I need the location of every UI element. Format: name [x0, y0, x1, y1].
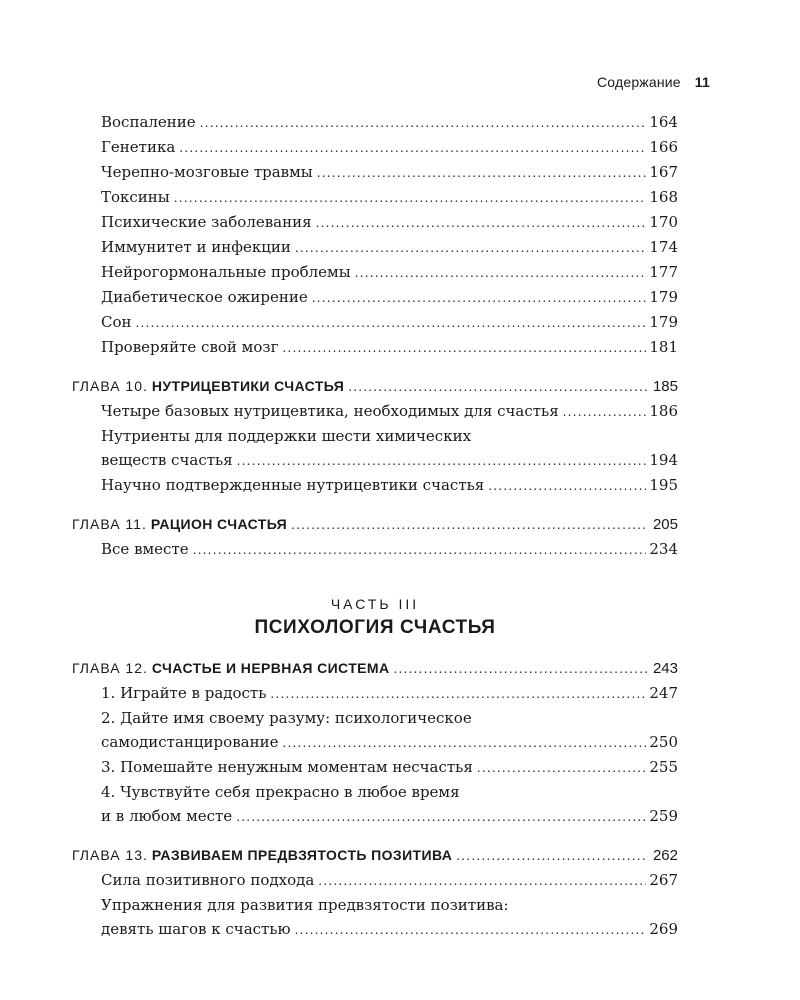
- toc-entry[interactable]: [72, 473, 678, 498]
- toc-entry-title: Сон: [101, 313, 132, 331]
- toc-entry-title: Иммунитет и инфекции: [101, 238, 291, 256]
- leader-dots: [236, 805, 646, 829]
- toc-entry-title: Психические заболевания: [101, 213, 312, 231]
- toc-entry-page: 234: [649, 540, 678, 558]
- toc-entry-page: 247: [649, 684, 678, 702]
- chapter-title: РАЦИОН СЧАСТЬЯ: [150, 516, 288, 532]
- toc-entry[interactable]: [72, 681, 678, 706]
- toc-entry[interactable]: [72, 893, 678, 942]
- toc-entry-page: 259: [649, 807, 678, 825]
- toc-entry-page: 170: [649, 213, 678, 231]
- leader-dots: [291, 513, 647, 537]
- leader-dots: [179, 136, 646, 160]
- toc-entry-title: Проверяйте свой мозг: [101, 338, 279, 356]
- toc-entry[interactable]: [72, 399, 678, 424]
- leader-dots: [237, 449, 647, 473]
- part-label: ЧАСТЬ III: [330, 596, 420, 612]
- toc-entry[interactable]: [72, 706, 678, 755]
- toc-entry[interactable]: [72, 424, 678, 473]
- toc-entry[interactable]: [72, 160, 678, 185]
- toc-entry-title: Черепно-мозговые травмы: [101, 163, 313, 181]
- toc-entry-page: 179: [649, 288, 678, 306]
- toc-entry-page: 194: [649, 451, 678, 469]
- leader-dots: [477, 756, 647, 780]
- toc-entry-title-line: и в любом месте: [101, 807, 233, 825]
- toc-entry-title: Все вместе: [101, 540, 189, 558]
- toc-entry[interactable]: [72, 135, 678, 160]
- leader-dots: [312, 286, 647, 310]
- chapter-label: ГЛАВА 13.: [72, 847, 148, 863]
- toc-entry-page: 250: [649, 733, 678, 751]
- leader-dots: [174, 186, 647, 210]
- leader-dots: [282, 336, 646, 360]
- leader-dots: [295, 236, 646, 260]
- toc-entry[interactable]: [72, 235, 678, 260]
- toc-entry-page: 167: [649, 163, 678, 181]
- chapter-label: ГЛАВА 10.: [72, 378, 148, 394]
- toc-entry[interactable]: [72, 310, 678, 335]
- leader-dots: [456, 844, 647, 868]
- leader-dots: [348, 375, 647, 399]
- toc-entry[interactable]: [72, 260, 678, 285]
- chapter-label: ГЛАВА 11.: [72, 516, 147, 532]
- leader-dots: [282, 731, 646, 755]
- chapter-title: СЧАСТЬЕ И НЕРВНАЯ СИСТЕМА: [151, 660, 390, 676]
- toc-entry-title: Токсины: [101, 188, 170, 206]
- toc-entry-title-line: Упражнения для развития предвзятости позитива:: [101, 896, 509, 914]
- table-of-contents: [72, 110, 678, 942]
- toc-entry-page: 177: [649, 263, 678, 281]
- toc-entry-page: 179: [649, 313, 678, 331]
- toc-entry-title: Научно подтвержденные нутрицевтики счастья: [101, 476, 485, 494]
- toc-chapter-11[interactable]: [72, 512, 678, 537]
- page-number: 11: [694, 74, 710, 90]
- leader-dots: [136, 311, 647, 335]
- running-head-section: Содержание: [596, 74, 681, 90]
- chapter-page: 205: [652, 516, 678, 533]
- part-title: ПСИХОЛОГИЯ СЧАСТЬЯ: [254, 617, 496, 638]
- running-head: [597, 74, 710, 90]
- toc-entry-title-line: 2. Дайте имя своему разуму: психологическое: [101, 709, 472, 727]
- toc-entry[interactable]: [72, 185, 678, 210]
- leader-dots: [200, 111, 647, 135]
- toc-entry-page: 174: [649, 238, 678, 256]
- leader-dots: [318, 869, 646, 893]
- leader-dots: [295, 918, 647, 942]
- leader-dots: [270, 682, 646, 706]
- toc-entry[interactable]: [72, 868, 678, 893]
- toc-chapter-13[interactable]: [72, 843, 678, 868]
- leader-dots: [317, 161, 647, 185]
- toc-entry-page: 255: [649, 758, 678, 776]
- toc-entry-title-line: Нутриенты для поддержки шести химических: [101, 427, 472, 445]
- chapter-label: ГЛАВА 12.: [72, 660, 148, 676]
- toc-entry-title-line: 4. Чувствуйте себя прекрасно в любое время: [101, 783, 460, 801]
- toc-entry-page: 195: [649, 476, 678, 494]
- toc-entry-page: 186: [649, 402, 678, 420]
- toc-entry-page: 166: [649, 138, 678, 156]
- toc-entry-title: Нейрогормональные проблемы: [101, 263, 351, 281]
- leader-dots: [393, 657, 646, 681]
- leader-dots: [563, 400, 647, 424]
- toc-entry[interactable]: [72, 537, 678, 562]
- toc-entry-title: 3. Помешайте ненужным моментам несчастья: [101, 758, 473, 776]
- toc-entry-title-line: самодистанцирование: [101, 733, 279, 751]
- toc-entry-page: 164: [649, 113, 678, 131]
- toc-entry-title: Диабетическое ожирение: [101, 288, 308, 306]
- leader-dots: [355, 261, 647, 285]
- toc-entry-title: Воспаление: [101, 113, 196, 131]
- toc-entry[interactable]: [72, 780, 678, 829]
- toc-entry[interactable]: [72, 285, 678, 310]
- toc-entry-title: 1. Играйте в радость: [101, 684, 267, 702]
- toc-entry-title: Сила позитивного подхода: [101, 871, 315, 889]
- leader-dots: [316, 211, 647, 235]
- leader-dots: [193, 538, 647, 562]
- chapter-title: РАЗВИВАЕМ ПРЕДВЗЯТОСТЬ ПОЗИТИВА: [151, 847, 453, 863]
- part-heading: [72, 594, 678, 642]
- toc-entry[interactable]: [72, 335, 678, 360]
- chapter-page: 243: [652, 660, 678, 677]
- toc-entry-page: 181: [649, 338, 678, 356]
- toc-chapter-12[interactable]: [72, 656, 678, 681]
- toc-entry-title-line: веществ счастья: [101, 451, 233, 469]
- toc-chapter-10[interactable]: [72, 374, 678, 399]
- toc-entry-title-line: девять шагов к счастью: [101, 920, 291, 938]
- toc-entry-page: 267: [649, 871, 678, 889]
- toc-entry[interactable]: [72, 110, 678, 135]
- toc-entry-page: 168: [649, 188, 678, 206]
- toc-entry-title: Генетика: [101, 138, 176, 156]
- chapter-page: 262: [652, 847, 678, 864]
- toc-entry-title: Четыре базовых нутрицевтика, необходимых для счастья: [101, 402, 559, 420]
- chapter-title: НУТРИЦЕВТИКИ СЧАСТЬЯ: [151, 378, 345, 394]
- toc-entry[interactable]: [72, 755, 678, 780]
- leader-dots: [488, 474, 646, 498]
- chapter-page: 185: [652, 378, 678, 395]
- toc-entry[interactable]: [72, 210, 678, 235]
- toc-entry-page: 269: [649, 920, 678, 938]
